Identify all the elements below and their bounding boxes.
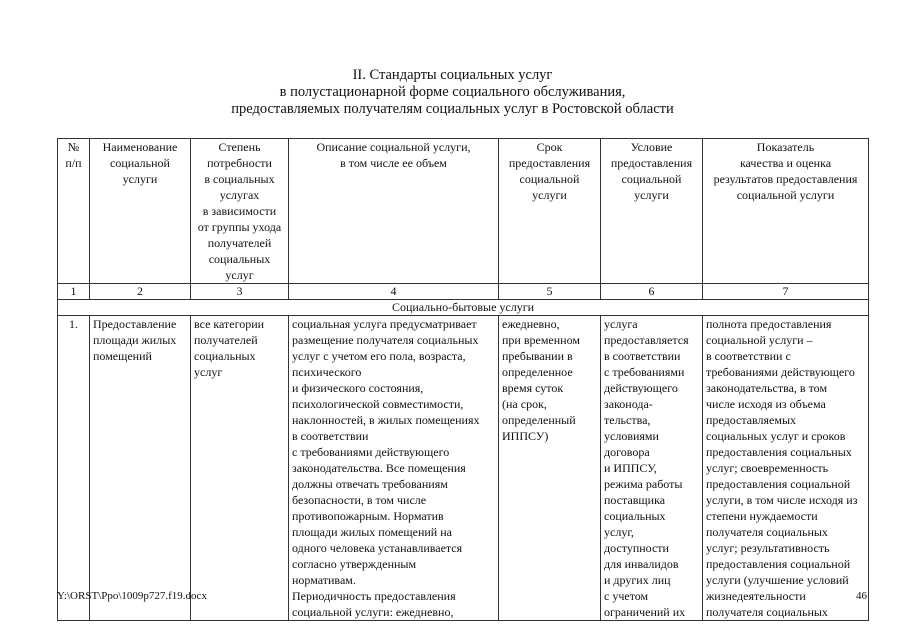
header-quality: Показатель качества и оценка результатов предоставления социальной услуги [703,139,869,284]
service-description: социальная услуга предусматривает размещение получателя социальных услуг с учетом его пола, возраста, психического и физического состояния, психологической совместимости, наклонностей, в жилых помещениях в соответствии с требованиями действующего законодательства. Все помещения должны отвечать требованиям безопасности, в том числе противопожарным. Норматив площади жилых помещений на одного человека устанавливается согласно утвержденным нормативам. Периодичность предоставления социальной услуги: ежедневно, [289,316,499,621]
header-row [58,139,869,284]
column-number-6: 6 [601,284,703,300]
section-title: Социально-бытовые услуги [58,300,869,316]
page-number: 46 [856,590,867,602]
column-number-1: 1 [58,284,90,300]
column-number-4: 4 [289,284,499,300]
header-number: № п/п [58,139,90,284]
standards-table [57,138,869,621]
need-degree: все категории получателей социальных услуг [191,316,289,621]
service-condition: услуга предоставляется в соответствии с требованиями действующего законода- тельства, условиями договора и ИППСУ, режима работы поставщика социальных услуг, доступности для инвалидов и других лиц с учетом ограничений их [601,316,703,621]
service-name: Предоставление площади жилых помещений [90,316,191,621]
header-need-degree: Степень потребности в социальных услугах в зависимости от группы ухода получателей социальных услуг [191,139,289,284]
title-line-2: в полустационарной форме социального обслуживания, [279,84,626,100]
column-number-3: 3 [191,284,289,300]
column-number-7: 7 [703,284,869,300]
title-line-3: предоставляемых получателям социальных услуг в Ростовской области [231,101,674,117]
quality-indicator: полнота предоставления социальной услуги – в соответствии с требованиями действующего законодательства, в том числе исходя из объема предоставляемых социальных услуг и сроков предоставления социальных услуг; своевременность предоставления социальной услуги, в том числе исходя из степени нуждаемости получателя социальных услуг; результативность предоставления социальной услуги (улучшение условий жизнедеятельности получателя социальных [703,316,869,621]
column-number-5: 5 [499,284,601,300]
column-number-2: 2 [90,284,191,300]
header-condition: Условие предоставления социальной услуги [601,139,703,284]
header-term: Срок предоставления социальной услуги [499,139,601,284]
column-numbers-row [58,284,869,300]
title-line-1: II. Стандарты социальных услуг [352,67,553,83]
section-row [58,300,869,316]
service-term: ежедневно, при временном пребывании в определенное время суток (на срок, определенный ИППСУ) [499,316,601,621]
header-description: Описание социальной услуги, в том числе ее объем [289,139,499,284]
footer-file-path: Y:\ORST\Ppo\1009p727.f19.docx [57,590,207,602]
document-title [0,67,905,118]
header-service-name: Наименование социальной услуги [90,139,191,284]
row-number: 1. [58,316,90,621]
table-row [58,316,869,621]
